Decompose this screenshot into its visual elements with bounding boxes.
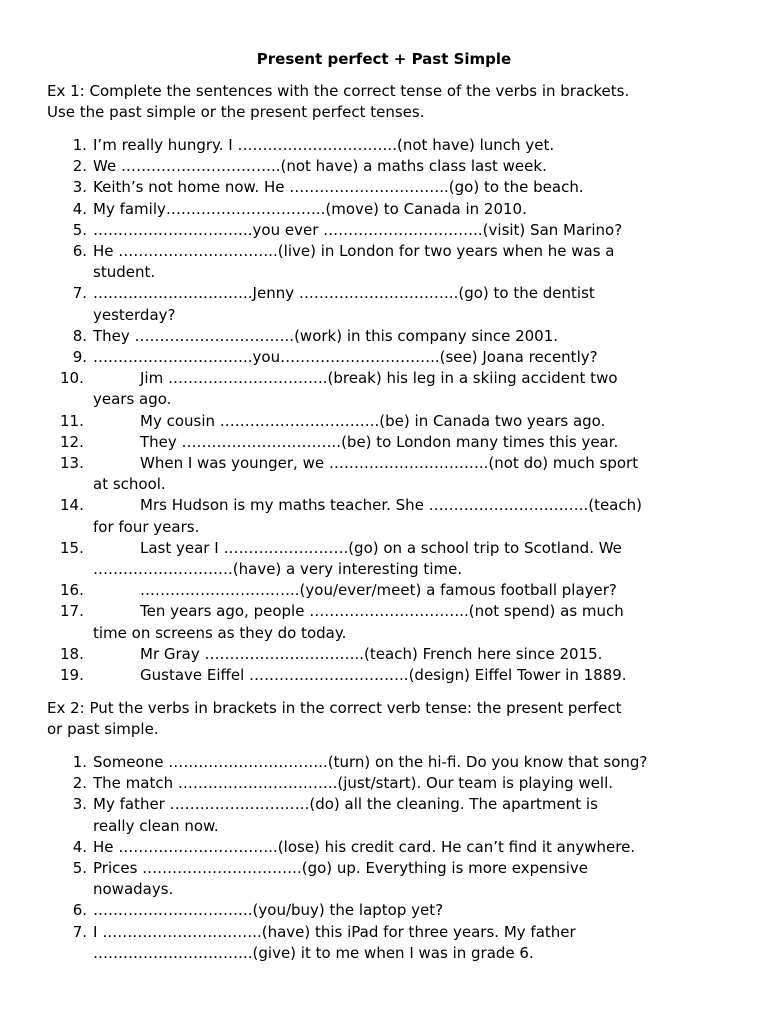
ex2-item <box>0 858 720 900</box>
item-number: 7. <box>72 284 87 303</box>
item-number: 4. <box>72 199 87 218</box>
item-text <box>93 900 720 921</box>
item-sentence: Mr Gray …………………………..(teach) French here since 2015. <box>140 644 603 663</box>
item-sentence: …………………………..you…………………………..(see) Joana recently? <box>93 348 598 367</box>
ex2-item <box>0 773 720 794</box>
item-continuation: time on screens as they do today. <box>93 623 347 642</box>
ex2-item <box>0 752 720 773</box>
item-continuation: at school. <box>93 475 166 494</box>
item-text <box>93 135 720 156</box>
item-text <box>93 665 720 686</box>
item-number: 16. <box>60 581 84 600</box>
item-sentence: Prices …………………………..(go) up. Everything is more expensive <box>93 859 588 878</box>
item-number: 5. <box>72 220 87 239</box>
item-text <box>93 347 720 368</box>
ex2-item <box>0 794 720 836</box>
item-number: 1. <box>72 136 87 154</box>
ex1-list <box>0 135 720 686</box>
item-number: 2. <box>72 157 87 176</box>
item-number: 15. <box>60 538 84 557</box>
ex2-item <box>0 900 720 921</box>
ex2-item <box>0 837 720 858</box>
ex1-item <box>0 495 720 537</box>
ex1-item <box>0 283 720 325</box>
item-sentence: …………………………..(you/buy) the laptop yet? <box>93 901 444 920</box>
ex1-item <box>0 199 720 220</box>
ex1-item <box>0 156 720 177</box>
item-text <box>93 241 720 262</box>
item-sentence: He …………………………..(live) in London for two years when he was a <box>93 242 615 261</box>
ex2-instruction <box>47 698 737 740</box>
item-sentence: Last year I …………………….(go) on a school trip to Scotland. We <box>140 538 622 557</box>
item-sentence: …………………………..Jenny …………………………..(go) to the dentist <box>93 284 595 303</box>
item-continuation: years ago. <box>93 390 172 409</box>
ex1-item <box>0 135 720 156</box>
ex1-item <box>0 177 720 198</box>
item-number: 18. <box>60 644 84 663</box>
ex1-item <box>0 453 720 495</box>
item-continuation: really clean now. <box>93 816 219 835</box>
item-number: 19. <box>60 666 84 685</box>
item-sentence: I …………………………..(have) this iPad for three years. My father <box>93 922 576 941</box>
item-sentence: My father ……………………….(do) all the cleaning. The apartment is <box>93 795 598 814</box>
item-continuation: yesterday? <box>93 305 176 324</box>
item-continuation: nowadays. <box>93 880 174 899</box>
item-sentence: Someone …………………………..(turn) on the hi-fi. Do you know that song? <box>93 753 648 771</box>
item-sentence: When I was younger, we …………………………..(not do) much sport <box>140 454 639 473</box>
item-continuation: student. <box>93 263 156 282</box>
item-text <box>93 199 720 220</box>
item-text <box>93 922 720 943</box>
ex1-item <box>0 326 720 347</box>
item-text <box>93 495 720 516</box>
ex1-item <box>0 347 720 368</box>
ex2-list <box>0 752 720 964</box>
item-sentence: Jim …………………………..(break) his leg in a skiing accident two <box>140 369 618 388</box>
item-text <box>93 601 720 622</box>
ex1-item <box>0 580 720 601</box>
item-sentence: Keith’s not home now. He …………………………..(go) to the beach. <box>93 178 584 197</box>
item-text <box>93 326 720 347</box>
item-number: 14. <box>60 496 84 515</box>
item-text <box>93 837 720 858</box>
item-number: 6. <box>72 242 87 261</box>
item-sentence: …………………………..you ever …………………………..(visit) San Marino? <box>93 220 623 239</box>
item-text <box>93 644 720 665</box>
item-text <box>93 453 720 474</box>
item-text <box>93 773 720 794</box>
item-number: 10. <box>60 369 84 388</box>
item-number: 3. <box>72 795 87 814</box>
ex1-instruction-line2: Use the past simple or the present perfect tenses. <box>47 103 425 121</box>
ex1-instruction <box>47 81 737 123</box>
ex1-item <box>0 411 720 432</box>
item-sentence: Ten years ago, people …………………………..(not spend) as much <box>140 602 624 621</box>
item-text <box>93 858 720 879</box>
ex1-item <box>0 601 720 643</box>
item-text <box>93 752 720 773</box>
item-text <box>93 283 720 304</box>
item-text <box>93 177 720 198</box>
item-sentence: …………………………..(you/ever/meet) a famous football player? <box>140 581 617 600</box>
item-number: 13. <box>60 454 84 473</box>
ex2-item <box>0 922 720 964</box>
item-sentence: My family…………………………..(move) to Canada in 2010. <box>93 199 527 218</box>
item-text <box>93 220 720 241</box>
item-number: 17. <box>60 602 84 621</box>
item-number: 2. <box>72 774 87 793</box>
item-number: 8. <box>72 326 87 345</box>
item-continuation: ……………………….(have) a very interesting time. <box>93 560 463 579</box>
ex1-instruction-line1: Ex 1: Complete the sentences with the correct tense of the verbs in brackets. <box>47 82 630 100</box>
ex1-item <box>0 432 720 453</box>
item-number: 7. <box>72 922 87 941</box>
item-sentence: We …………………………..(not have) a maths class last week. <box>93 157 547 176</box>
ex1-item <box>0 241 720 283</box>
item-sentence: The match …………………………..(just/start). Our team is playing well. <box>93 774 614 793</box>
item-text <box>93 538 720 559</box>
item-text <box>93 580 720 601</box>
item-sentence: I’m really hungry. I …………………………..(not have) lunch yet. <box>93 136 555 154</box>
item-number: 3. <box>72 178 87 197</box>
ex1-item <box>0 644 720 665</box>
item-number: 11. <box>60 411 84 430</box>
item-continuation: …………………………..(give) it to me when I was in grade 6. <box>93 943 534 962</box>
item-number: 4. <box>72 837 87 856</box>
ex2-instruction-line1: Ex 2: Put the verbs in brackets in the correct verb tense: the present perfect <box>47 699 622 717</box>
item-number: 12. <box>60 432 84 451</box>
item-sentence: Mrs Hudson is my maths teacher. She …………………………..(teach) <box>140 496 642 515</box>
page-title: Present perfect + Past Simple <box>256 50 512 68</box>
item-continuation: for four years. <box>93 517 200 536</box>
item-sentence: They …………………………..(work) in this company since 2001. <box>93 326 559 345</box>
item-text <box>93 411 720 432</box>
item-text <box>93 432 720 453</box>
item-number: 1. <box>72 753 87 771</box>
item-number: 5. <box>72 859 87 878</box>
item-text <box>93 368 720 389</box>
item-sentence: They …………………………..(be) to London many times this year. <box>140 432 619 451</box>
item-text <box>93 794 720 815</box>
item-sentence: He …………………………..(lose) his credit card. He can’t find it anywhere. <box>93 837 636 856</box>
item-number: 6. <box>72 901 87 920</box>
ex1-item <box>0 665 720 686</box>
ex1-item <box>0 220 720 241</box>
ex1-item <box>0 538 720 580</box>
ex1-item <box>0 368 720 410</box>
item-number: 9. <box>72 348 87 367</box>
item-text <box>93 156 720 177</box>
item-sentence: Gustave Eiffel …………………………..(design) Eiffel Tower in 1889. <box>140 666 627 685</box>
item-sentence: My cousin …………………………..(be) in Canada two years ago. <box>140 411 606 430</box>
ex2-instruction-line2: or past simple. <box>47 720 159 738</box>
